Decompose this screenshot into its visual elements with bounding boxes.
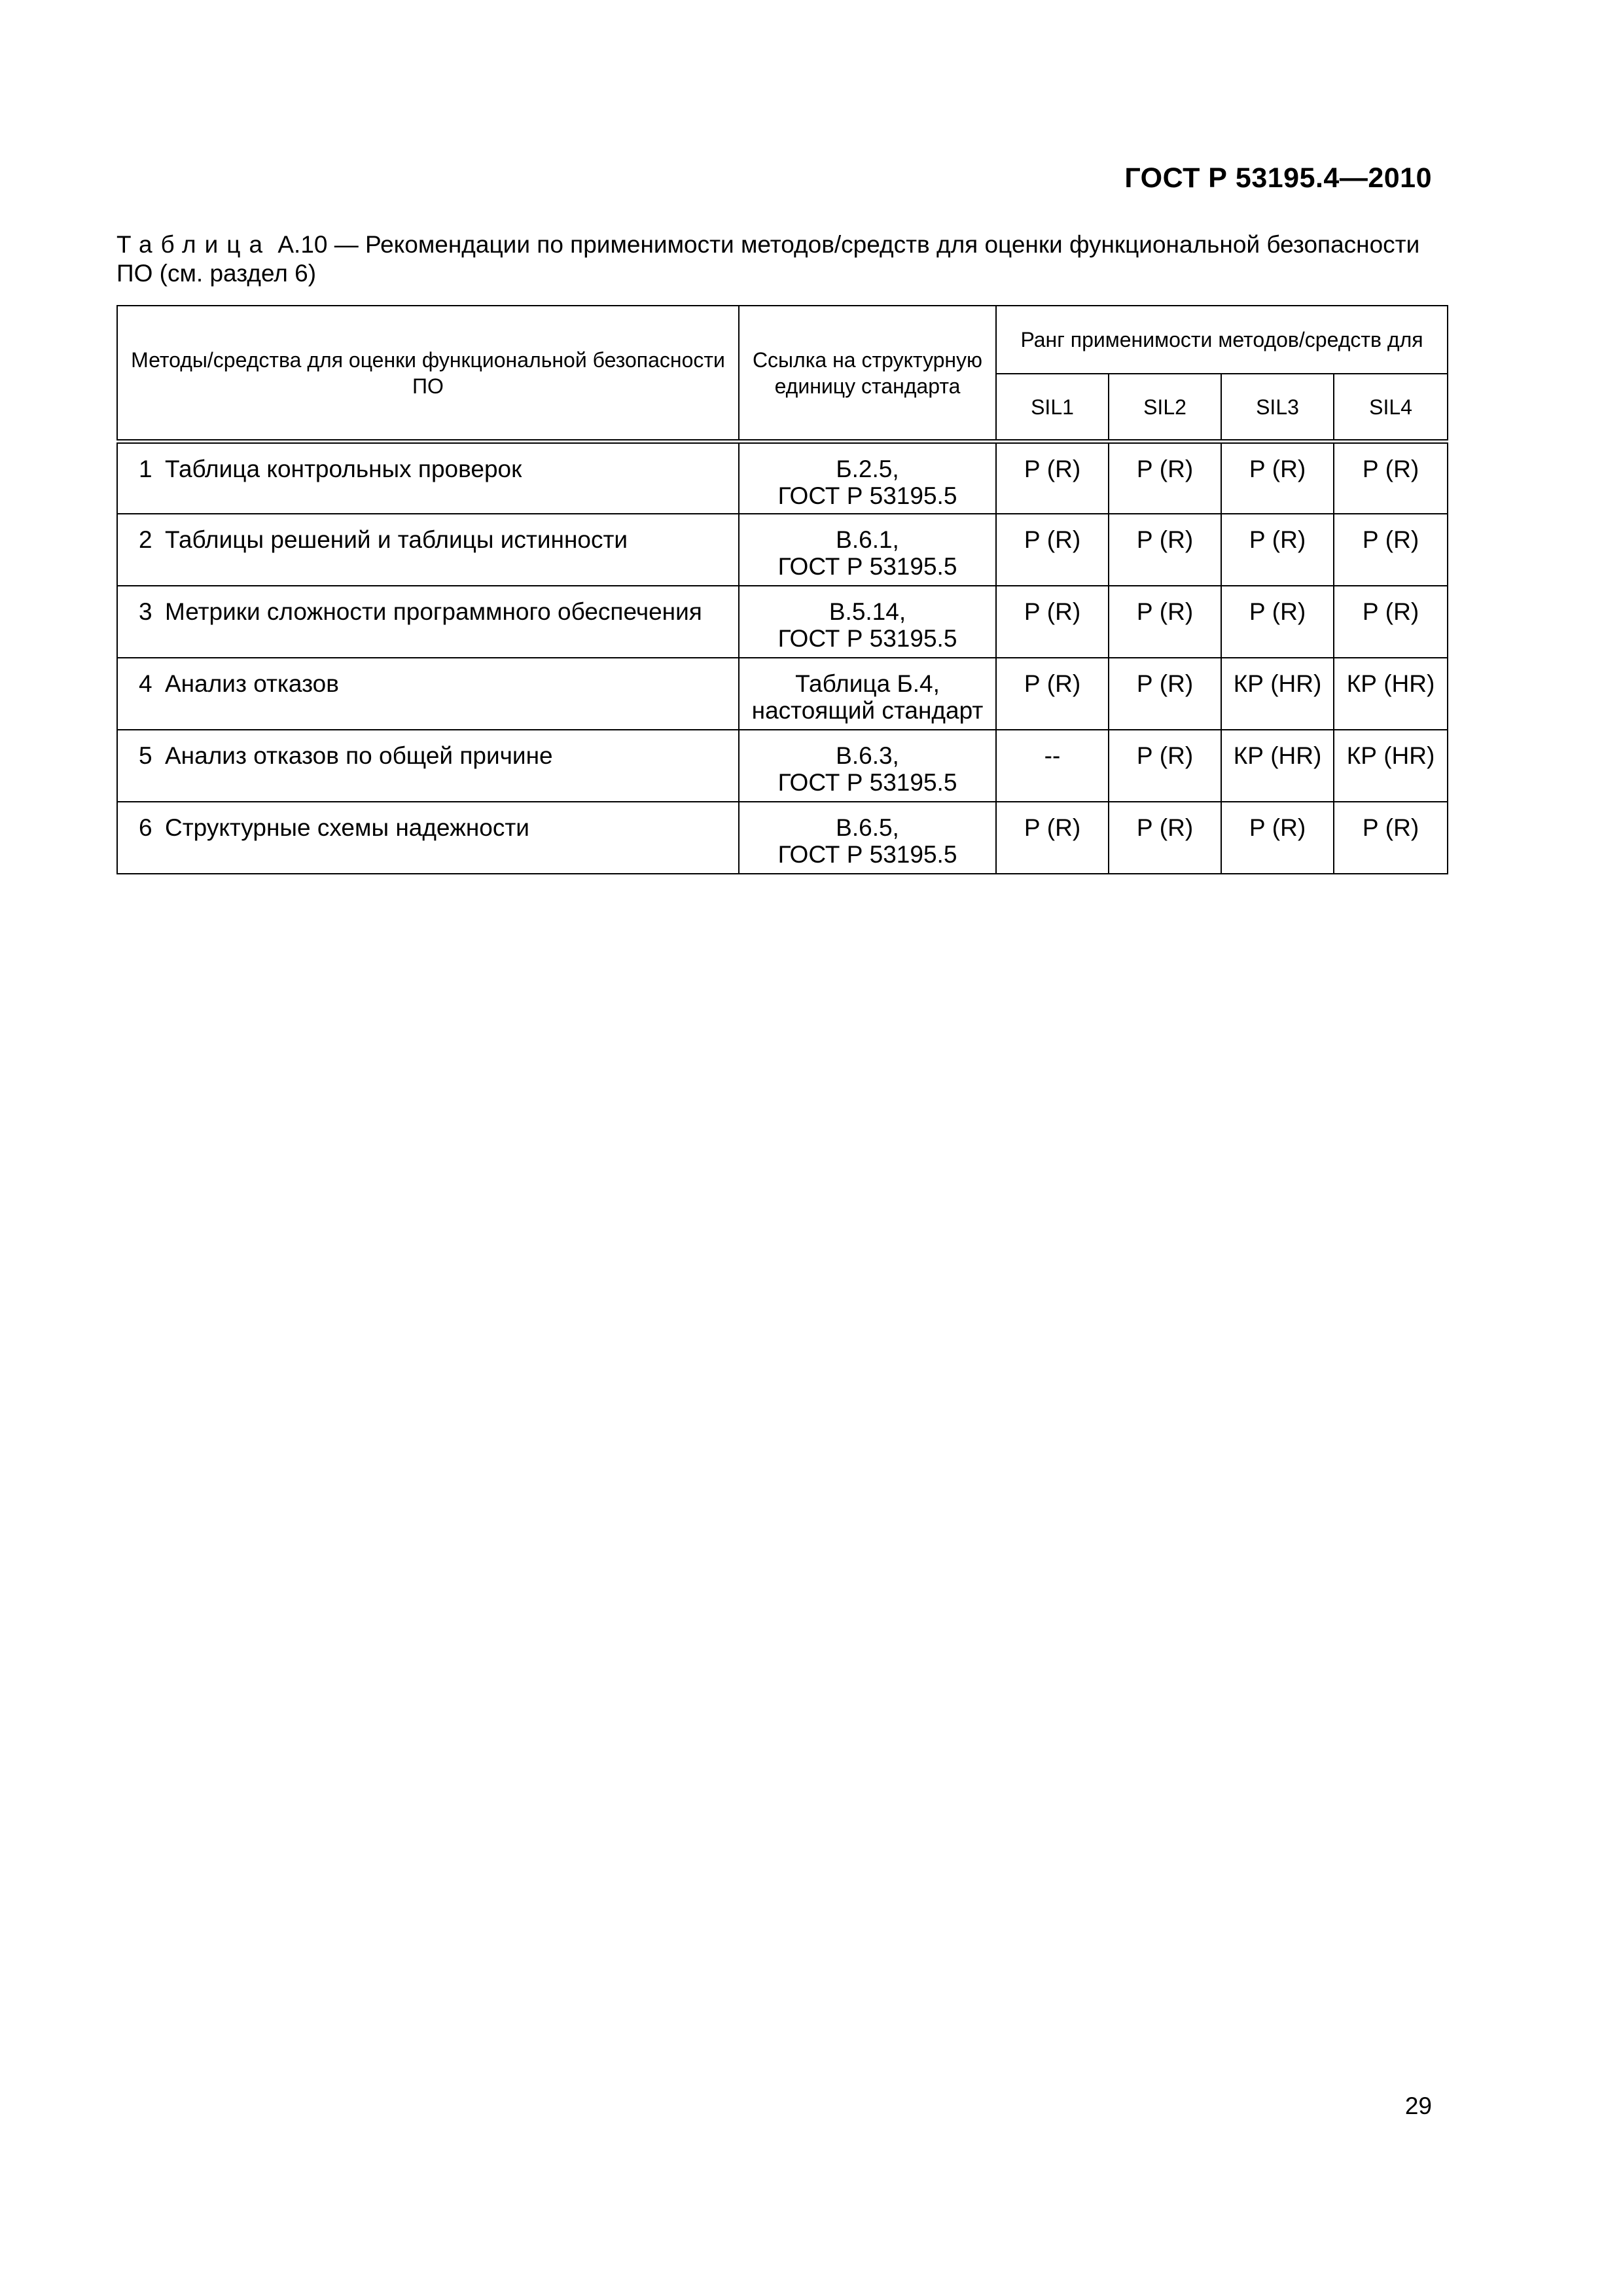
reference-line: В.6.5, [836, 814, 899, 841]
reference-cell [739, 730, 996, 802]
header-method: Методы/средства для оценки функциональной безопасности ПО [117, 306, 739, 442]
table-caption [116, 230, 1445, 288]
reference-line: настоящий стандарт [751, 696, 984, 724]
methods-rank-table [116, 305, 1448, 874]
table-header-row [117, 306, 1448, 374]
rank-sil3: Р (R) [1221, 442, 1334, 514]
reference-line: В.6.1, [836, 526, 899, 553]
reference-cell [739, 802, 996, 874]
method-name: Таблица контрольных проверок [165, 456, 522, 482]
method-name: Таблицы решений и таблицы истинности [165, 526, 628, 553]
rank-sil3: Р (R) [1221, 514, 1334, 586]
table-row [117, 514, 1448, 586]
rank-sil3: Р (R) [1221, 586, 1334, 658]
rank-sil2: Р (R) [1109, 730, 1221, 802]
method-name: Анализ отказов [165, 670, 339, 697]
row-number: 2 [139, 526, 152, 553]
caption-number: А.10 [277, 231, 328, 258]
reference-line: ГОСТ Р 53195.5 [777, 840, 957, 868]
reference-line: ГОСТ Р 53195.5 [777, 552, 957, 580]
reference-line: В.6.3, [836, 742, 899, 769]
table-row [117, 442, 1448, 514]
reference-line: Б.2.5, [836, 456, 899, 482]
page-number: 29 [1404, 2092, 1432, 2119]
row-number: 3 [139, 598, 152, 625]
reference-line: В.5.14, [829, 598, 906, 625]
caption-label: Таблица [116, 231, 272, 258]
rank-sil2: Р (R) [1109, 514, 1221, 586]
method-name: Метрики сложности программного обеспечения [165, 598, 702, 625]
standard-title: ГОСТ Р 53195.4—2010 [1124, 162, 1432, 194]
header-rank-group: Ранг применимости методов/средств для [996, 306, 1448, 374]
reference-line: ГОСТ Р 53195.5 [777, 624, 957, 652]
header-sil3: SIL3 [1221, 374, 1334, 442]
row-number: 5 [139, 742, 152, 769]
table-row [117, 730, 1448, 802]
rank-sil2: Р (R) [1109, 802, 1221, 874]
rank-sil1: Р (R) [996, 442, 1109, 514]
rank-sil1: Р (R) [996, 802, 1109, 874]
rank-sil3: КР (HR) [1221, 730, 1334, 802]
row-number: 6 [139, 814, 152, 841]
table-row [117, 586, 1448, 658]
reference-line: ГОСТ Р 53195.5 [777, 768, 957, 796]
reference-cell [739, 658, 996, 730]
rank-sil4: Р (R) [1334, 586, 1448, 658]
header-sil1: SIL1 [996, 374, 1109, 442]
rank-sil2: Р (R) [1109, 442, 1221, 514]
row-number: 4 [139, 670, 152, 697]
rank-sil4: Р (R) [1334, 442, 1448, 514]
rank-sil4: Р (R) [1334, 802, 1448, 874]
method-cell [117, 802, 739, 874]
rank-sil3: КР (HR) [1221, 658, 1334, 730]
reference-cell [739, 442, 996, 514]
rank-sil2: Р (R) [1109, 586, 1221, 658]
reference-cell [739, 586, 996, 658]
method-name: Анализ отказов по общей причине [165, 742, 553, 769]
rank-sil4: КР (HR) [1334, 730, 1448, 802]
rank-sil4: КР (HR) [1334, 658, 1448, 730]
table-row [117, 802, 1448, 874]
reference-cell [739, 514, 996, 586]
row-number: 1 [139, 456, 152, 482]
caption-text: — Рекомендации по применимости методов/средств для оценки функциональной безопасности ПО (см. раздел 6) [116, 231, 1420, 287]
method-cell [117, 658, 739, 730]
table-row [117, 658, 1448, 730]
header-sil2: SIL2 [1109, 374, 1221, 442]
rank-sil3: Р (R) [1221, 802, 1334, 874]
method-cell [117, 442, 739, 514]
method-cell [117, 730, 739, 802]
rank-sil1: Р (R) [996, 586, 1109, 658]
rank-sil1: -- [996, 730, 1109, 802]
method-cell [117, 514, 739, 586]
header-reference: Ссылка на структурную единицу стандарта [739, 306, 996, 442]
rank-sil1: Р (R) [996, 658, 1109, 730]
method-name: Структурные схемы надежности [165, 814, 529, 841]
rank-sil2: Р (R) [1109, 658, 1221, 730]
rank-sil4: Р (R) [1334, 514, 1448, 586]
reference-line: ГОСТ Р 53195.5 [777, 482, 957, 509]
rank-sil1: Р (R) [996, 514, 1109, 586]
reference-line: Таблица Б.4, [795, 670, 940, 697]
method-cell [117, 586, 739, 658]
header-sil4: SIL4 [1334, 374, 1448, 442]
